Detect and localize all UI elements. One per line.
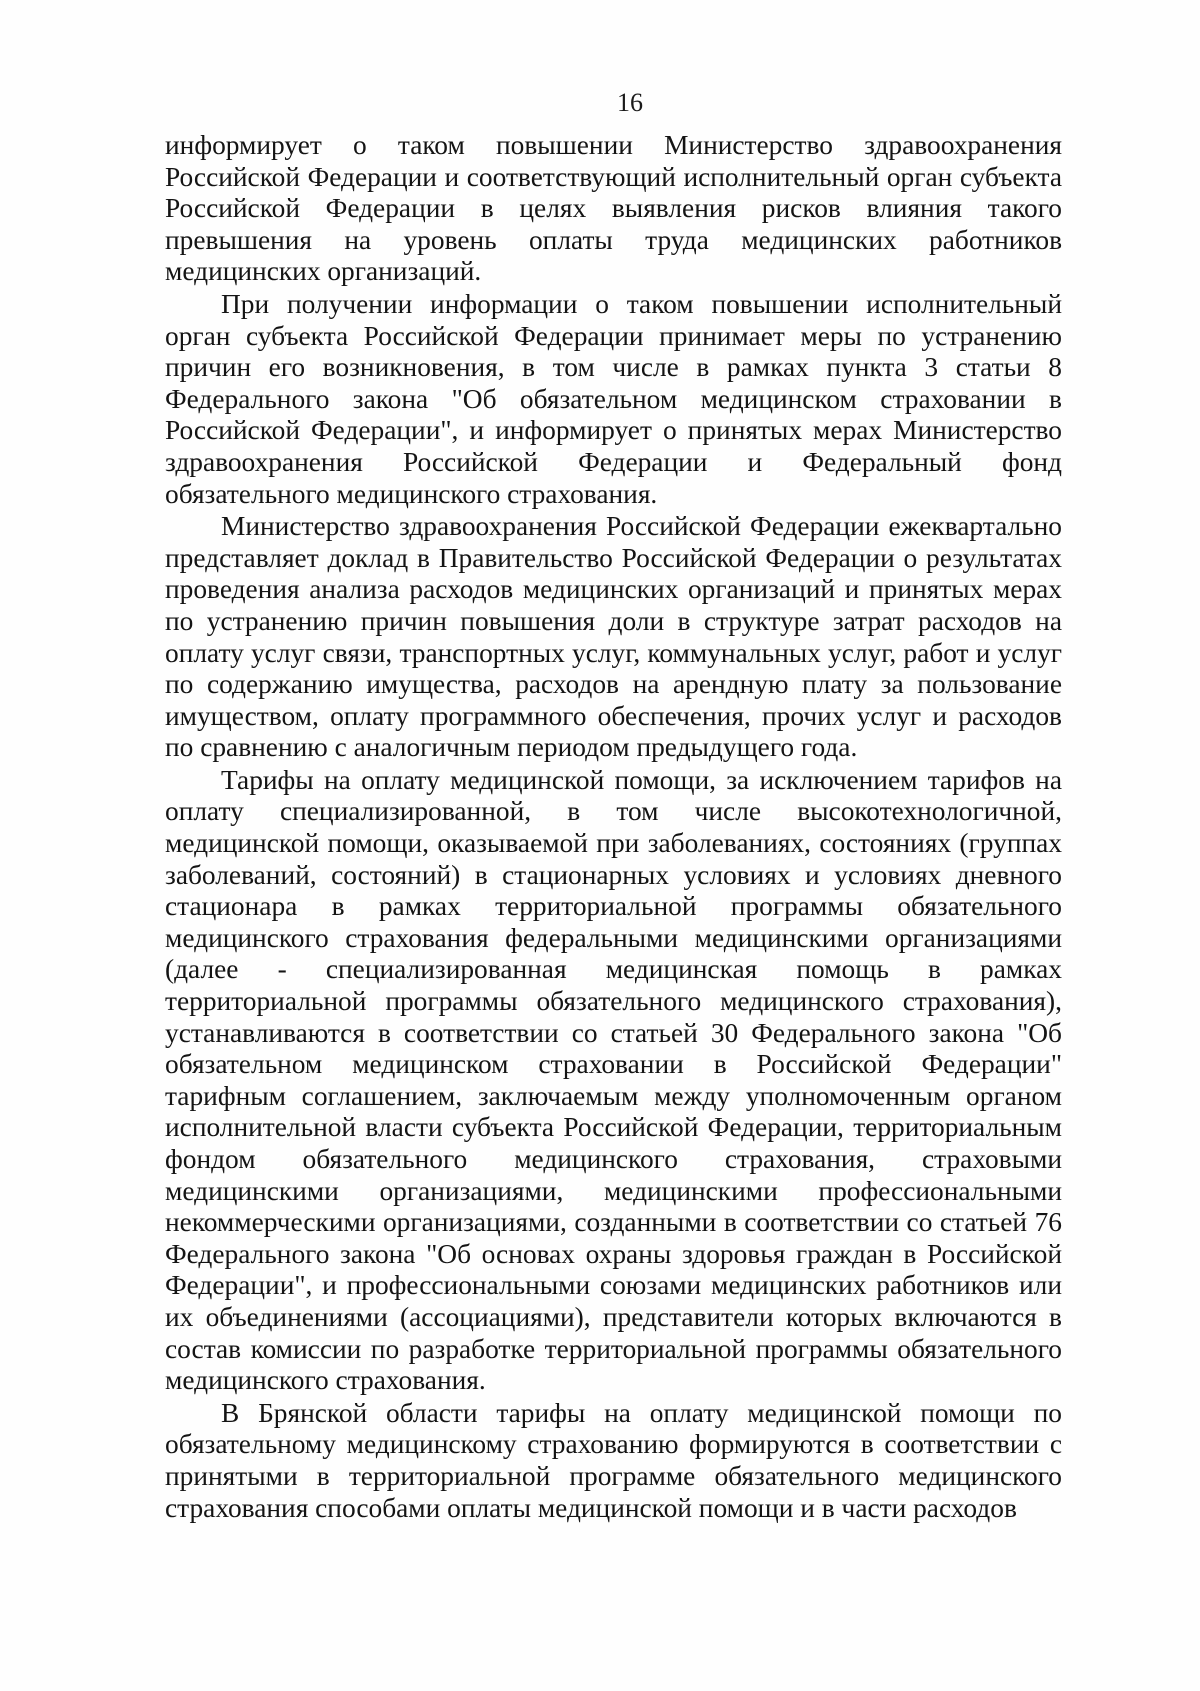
paragraph-2: При получении информации о таком повышении исполнительный орган субъекта Российской Федерации принимает меры по устранению причин его возникновения, в том числе в рамках пункта 3 статьи 8 Федерального закона "Об обязательном медицинском страховании в Российской Федерации", и информирует о принятых мерах Министерство здравоохранения Российской Федерации и Федеральный фонд обязательного медицинского страхования. [165,288,1062,509]
paragraph-1: информирует о таком повышении Министерство здравоохранения Российской Федерации и соответствующий исполнительный орган субъекта Российской Федерации в целях выявления рисков влияния такого превышения на уровень оплаты труда медицинских работников медицинских организаций. [165,130,1062,287]
document-body [165,130,1062,1524]
paragraph-5: В Брянской области тарифы на оплату медицинской помощи по обязательному медицинскому страхованию формируются в соответствии с принятыми в территориальной программе обязательного медицинского страхования способами оплаты медицинской помощи и в части расходов [165,1397,1062,1523]
page-number: 16 [617,88,643,117]
paragraph-4: Тарифы на оплату медицинской помощи, за исключением тарифов на оплату специализированной, в том числе высокотехнологичной, медицинской помощи, оказываемой при заболеваниях, состояниях (группах заболеваний, состояний) в стационарных условиях и условиях дневного стационара в рамках территориальной программы обязательного медицинского страхования федеральными медицинскими организациями (далее - специализированная медицинская помощь в рамках территориальной программы обязательного медицинского страхования), устанавливаются в соответствии со статьей 30 Федерального закона "Об обязательном медицинском страховании в Российской Федерации" тарифным соглашением, заключаемым между уполномоченным органом исполнительной власти субъекта Российской Федерации, территориальным фондом обязательного медицинского страхования, страховыми медицинскими организациями, медицинскими профессиональными некоммерческими организациями, созданными в соответствии со статьей 76 Федерального закона "Об основах охраны здоровья граждан в Российской Федерации", и профессиональными союзами медицинских работников или их объединениями (ассоциациями), представители которых включаются в состав комиссии по разработке территориальной программы обязательного медицинского страхования. [165,764,1062,1396]
paragraph-3: Министерство здравоохранения Российской Федерации ежеквартально представляет доклад в Правительство Российской Федерации о результатах проведения анализа расходов медицинских организаций и принятых мерах по устранению причин повышения доли в структуре затрат расходов на оплату услуг связи, транспортных услуг, коммунальных услуг, работ и услуг по содержанию имущества, расходов на арендную плату за пользование имуществом, оплату программного обеспечения, прочих услуг и расходов по сравнению с аналогичным периодом предыдущего года. [165,511,1062,763]
